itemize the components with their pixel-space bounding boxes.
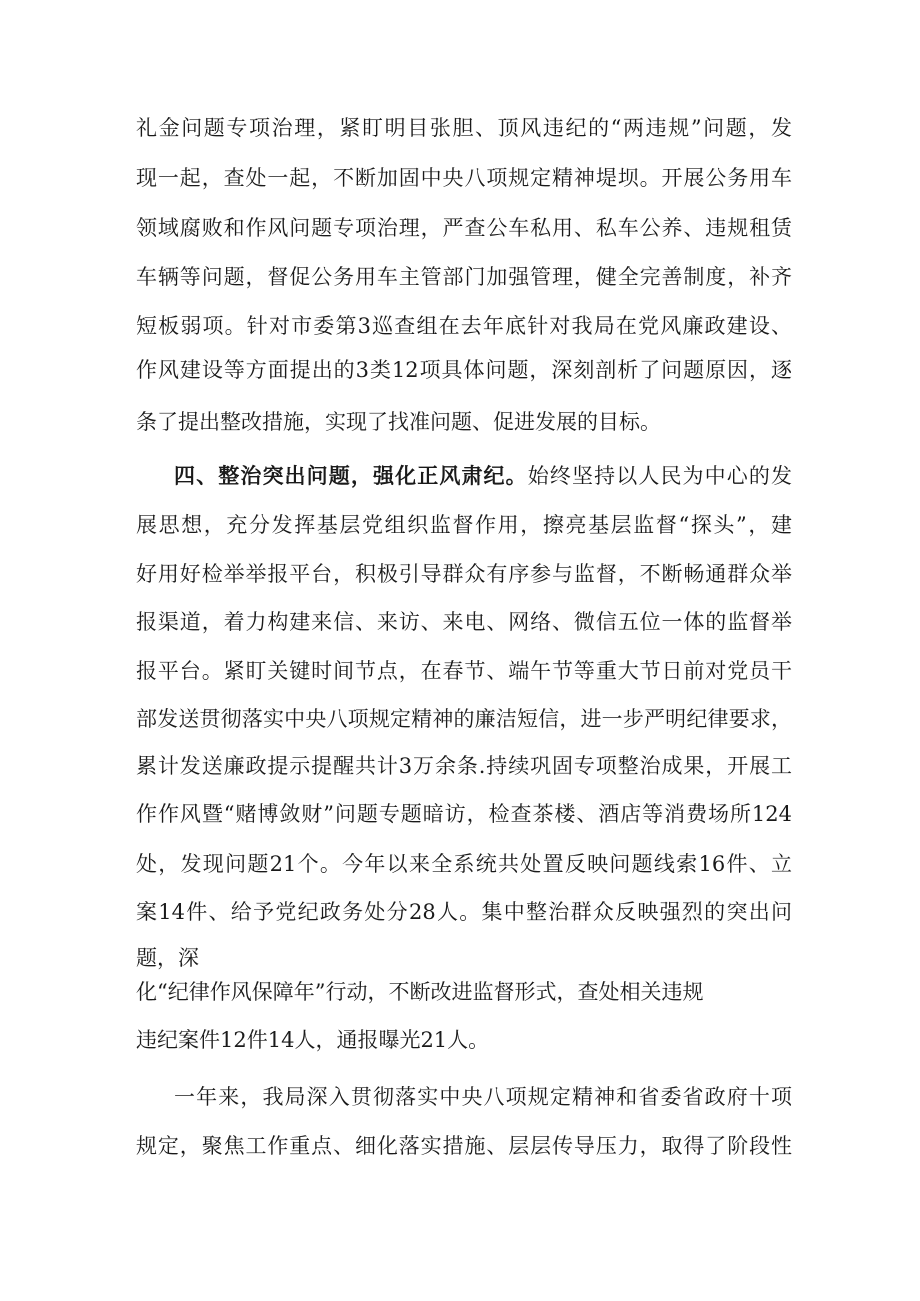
text-line: 化“纪律作风保障年”行动，不断改进监督形式，查处相关违规 [136, 980, 704, 1004]
text-line: 题，深 [136, 946, 199, 970]
text-line: 礼金问题专项治理，紧盯明目张胆、顶风违纪的“两违规”问题，发 [136, 116, 792, 140]
text-line [174, 462, 792, 490]
text-line: 报平台。紧盯关键时间节点，在春节、端午节等重大节日前对党员干 [136, 659, 792, 683]
text-line: 一年来，我局深入贯彻落实中央八项规定精神和省委省政府十项 [174, 1085, 792, 1109]
text-line: 报渠道，着力构建来信、来访、来电、网络、微信五位一体的监督举 [136, 610, 792, 634]
text-line: 作风建设等方面提出的3类12项具体问题，深刻剖析了问题原因，逐 [136, 358, 792, 382]
text-line: 规定，聚焦工作重点、细化落实措施、层层传导压力，取得了阶段性 [136, 1134, 792, 1158]
text-line: 短板弱项。针对市委第3巡查组在去年底针对我局在党风廉政建设、 [136, 314, 792, 338]
text-line: 好用好检举举报平台，积极引导群众有序参与监督，不断畅通群众举 [136, 562, 792, 586]
text-line: 部发送贯彻落实中央八项规定精神的廉洁短信，进一步严明纪律要求， [136, 707, 792, 731]
text-line: 案14件、给予党纪政务处分28人。集中整治群众反映强烈的突出问 [136, 900, 792, 924]
text-line: 现一起，查处一起，不断加固中央八项规定精神堤坝。开展公务用车 [136, 166, 792, 190]
text-line: 作作风暨“赌博敛财”问题专题暗访，检查茶楼、酒店等消费场所124 [136, 802, 792, 826]
text-line: 领域腐败和作风问题专项治理，严查公车私用、私车公养、违规租赁 [136, 216, 792, 240]
section-heading: 四、整治突出问题，强化正风肃纪。 [174, 463, 528, 488]
text-line: 累计发送廉政提示提醒共计3万余条.持续巩固专项整治成果，开展工 [136, 754, 792, 778]
text-line: 处，发现问题21个。今年以来全系统共处置反映问题线索16件、立 [136, 852, 792, 876]
text-line: 条了提出整改措施，实现了找准问题、促进发展的目标。 [136, 410, 661, 434]
text-line: 展思想，充分发挥基层党组织监督作用，擦亮基层监督“探头”，建 [136, 513, 792, 537]
text-line: 车辆等问题，督促公务用车主管部门加强管理，健全完善制度，补齐 [136, 265, 792, 289]
text-line: 违纪案件12件14人，通报曝光21人。 [136, 1028, 490, 1052]
heading-continuation: 始终坚持以人民为中心的发 [527, 464, 792, 488]
